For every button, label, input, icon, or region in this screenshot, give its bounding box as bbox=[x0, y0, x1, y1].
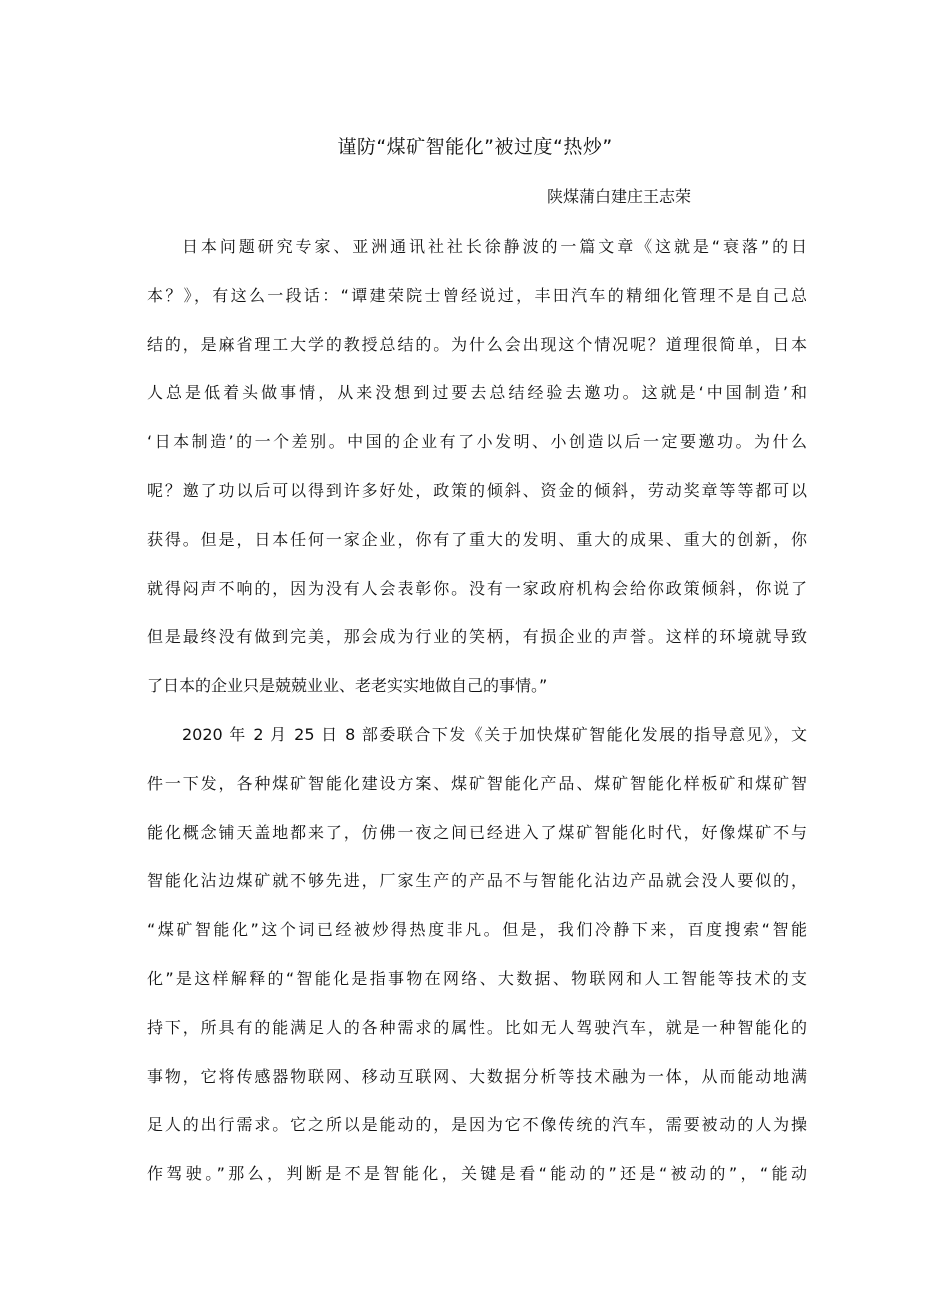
text-line: 足人的出行需求。它之所以是能动的，是因为它不像传统的汽车，需要被动的人为操 bbox=[147, 1115, 807, 1135]
paragraph-1 bbox=[147, 233, 807, 721]
text-line: 了日本的企业只是兢兢业业、老老实实地做自己的事情。” bbox=[147, 676, 548, 696]
text-line: 呢？邀了功以后可以得到许多好处，政策的倾斜、资金的倾斜，劳动奖章等等都可以 bbox=[147, 480, 807, 500]
text-line: 事物，它将传感器物联网、移动互联网、大数据分析等技术融为一体，从而能动地满 bbox=[147, 1066, 807, 1086]
text-line: 就得闷声不响的，因为没有人会表彰你。没有一家政府机构会给你政策倾斜，你说了 bbox=[147, 578, 807, 598]
text-line: 作驾驶。”那么，判断是不是智能化，关键是看“能动的”还是“被动的”，“能动 bbox=[147, 1164, 807, 1184]
text-line: ‘日本制造’的一个差别。中国的企业有了小发明、小创造以后一定要邀功。为什么 bbox=[147, 432, 807, 452]
text-line: 化”是这样解释的“智能化是指事物在网络、大数据、物联网和人工智能等技术的支 bbox=[147, 968, 807, 988]
document-title: 谨防“煤矿智能化”被过度“热炒” bbox=[337, 136, 613, 158]
text-line: 本？》，有这么一段话：“谭建荣院士曾经说过，丰田汽车的精细化管理不是自己总 bbox=[147, 285, 807, 305]
text-line: 件一下发，各种煤矿智能化建设方案、煤矿智能化产品、煤矿智能化样板矿和煤矿智 bbox=[147, 773, 807, 793]
text-line: 2020 年 2 月 25 日 8 部委联合下发《关于加快煤矿智能化发展的指导意见》，文 bbox=[182, 724, 807, 744]
text-line: 获得。但是，日本任何一家企业，你有了重大的发明、重大的成果、重大的创新，你 bbox=[147, 529, 807, 549]
text-line: 但是最终没有做到完美，那会成为行业的笑柄，有损企业的声誉。这样的环境就导致 bbox=[147, 627, 807, 647]
text-line: 能化概念铺天盖地都来了，仿佛一夜之间已经进入了煤矿智能化时代，好像煤矿不与 bbox=[147, 822, 807, 842]
text-line: “煤矿智能化”这个词已经被炒得热度非凡。但是，我们冷静下来，百度搜索“智能 bbox=[147, 920, 807, 940]
text-line: 持下，所具有的能满足人的各种需求的属性。比如无人驾驶汽车，就是一种智能化的 bbox=[147, 1017, 807, 1037]
text-line: 智能化沾边煤矿就不够先进，厂家生产的产品不与智能化沾边产品就会没人要似的， bbox=[147, 871, 807, 891]
document-body bbox=[147, 233, 807, 1209]
paragraph-2 bbox=[147, 721, 807, 1209]
text-line: 日本问题研究专家、亚洲通讯社社长徐静波的一篇文章《这就是“衰落”的日 bbox=[182, 237, 807, 256]
text-line: 结的，是麻省理工大学的教授总结的。为什么会出现这个情况呢？道理很简单，日本 bbox=[147, 334, 807, 354]
document-author: 陕煤蒲白建庄王志荣 bbox=[546, 187, 691, 206]
text-line: 人总是低着头做事情，从来没想到过要去总结经验去邀功。这就是‘中国制造’和 bbox=[147, 383, 807, 403]
